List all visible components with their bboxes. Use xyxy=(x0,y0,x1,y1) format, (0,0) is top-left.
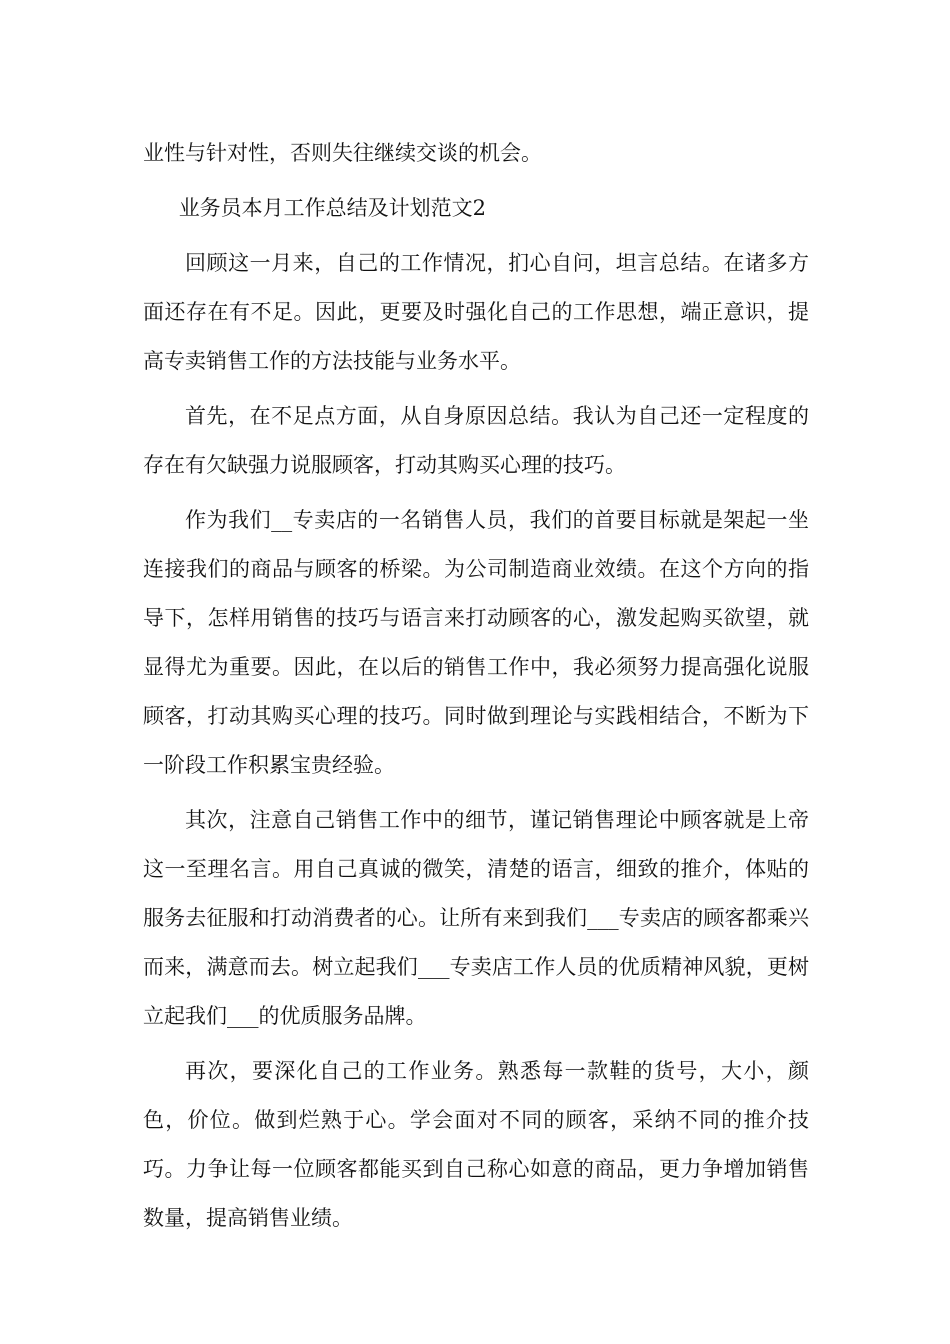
document-body xyxy=(143,129,809,1243)
continued-paragraph: 业性与针对性，否则失往继续交谈的机会。 xyxy=(143,141,542,165)
section-heading: 业务员本月工作总结及计划范文2 xyxy=(178,196,487,220)
paragraph: 作为我们__专卖店的一名销售人员，我们的首要目标就是架起一坐连接我们的商品与顾客的桥梁。为公司制造商业效绩。在这个方向的指导下，怎样用销售的技巧与语言来打动顾客的心，激发起购买欲望，就显得尤为重要。因此，在以后的销售工作中，我必须努力提高强化说服顾客，打动其购买心理的技巧。同时做到理论与实践相结合，不断为下一阶段工作积累宝贵经验。 xyxy=(143,508,809,777)
paragraph: 其次，注意自己销售工作中的细节，谨记销售理论中顾客就是上帝这一至理名言。用自己真诚的微笑，清楚的语言，细致的推介，体贴的服务去征服和打动消费者的心。让所有来到我们___专卖店的顾客都乘兴而来，满意而去。树立起我们___专卖店工作人员的优质精神风貌，更树立起我们___的优质服务品牌。 xyxy=(143,808,809,1028)
paragraph: 回顾这一月来，自己的工作情况，扪心自问，坦言总结。在诸多方面还存在有不足。因此，更要及时强化自己的工作思想，端正意识，提高专卖销售工作的方法技能与业务水平。 xyxy=(143,251,809,373)
paragraph: 再次，要深化自己的工作业务。熟悉每一款鞋的货号，大小，颜色，价位。做到烂熟于心。学会面对不同的顾客，采纳不同的推介技巧。力争让每一位顾客都能买到自己称心如意的商品，更力争增加销售数量，提高销售业绩。 xyxy=(143,1059,809,1230)
paragraph: 首先，在不足点方面，从自身原因总结。我认为自己还一定程度的存在有欠缺强力说服顾客，打动其购买心理的技巧。 xyxy=(143,404,809,477)
